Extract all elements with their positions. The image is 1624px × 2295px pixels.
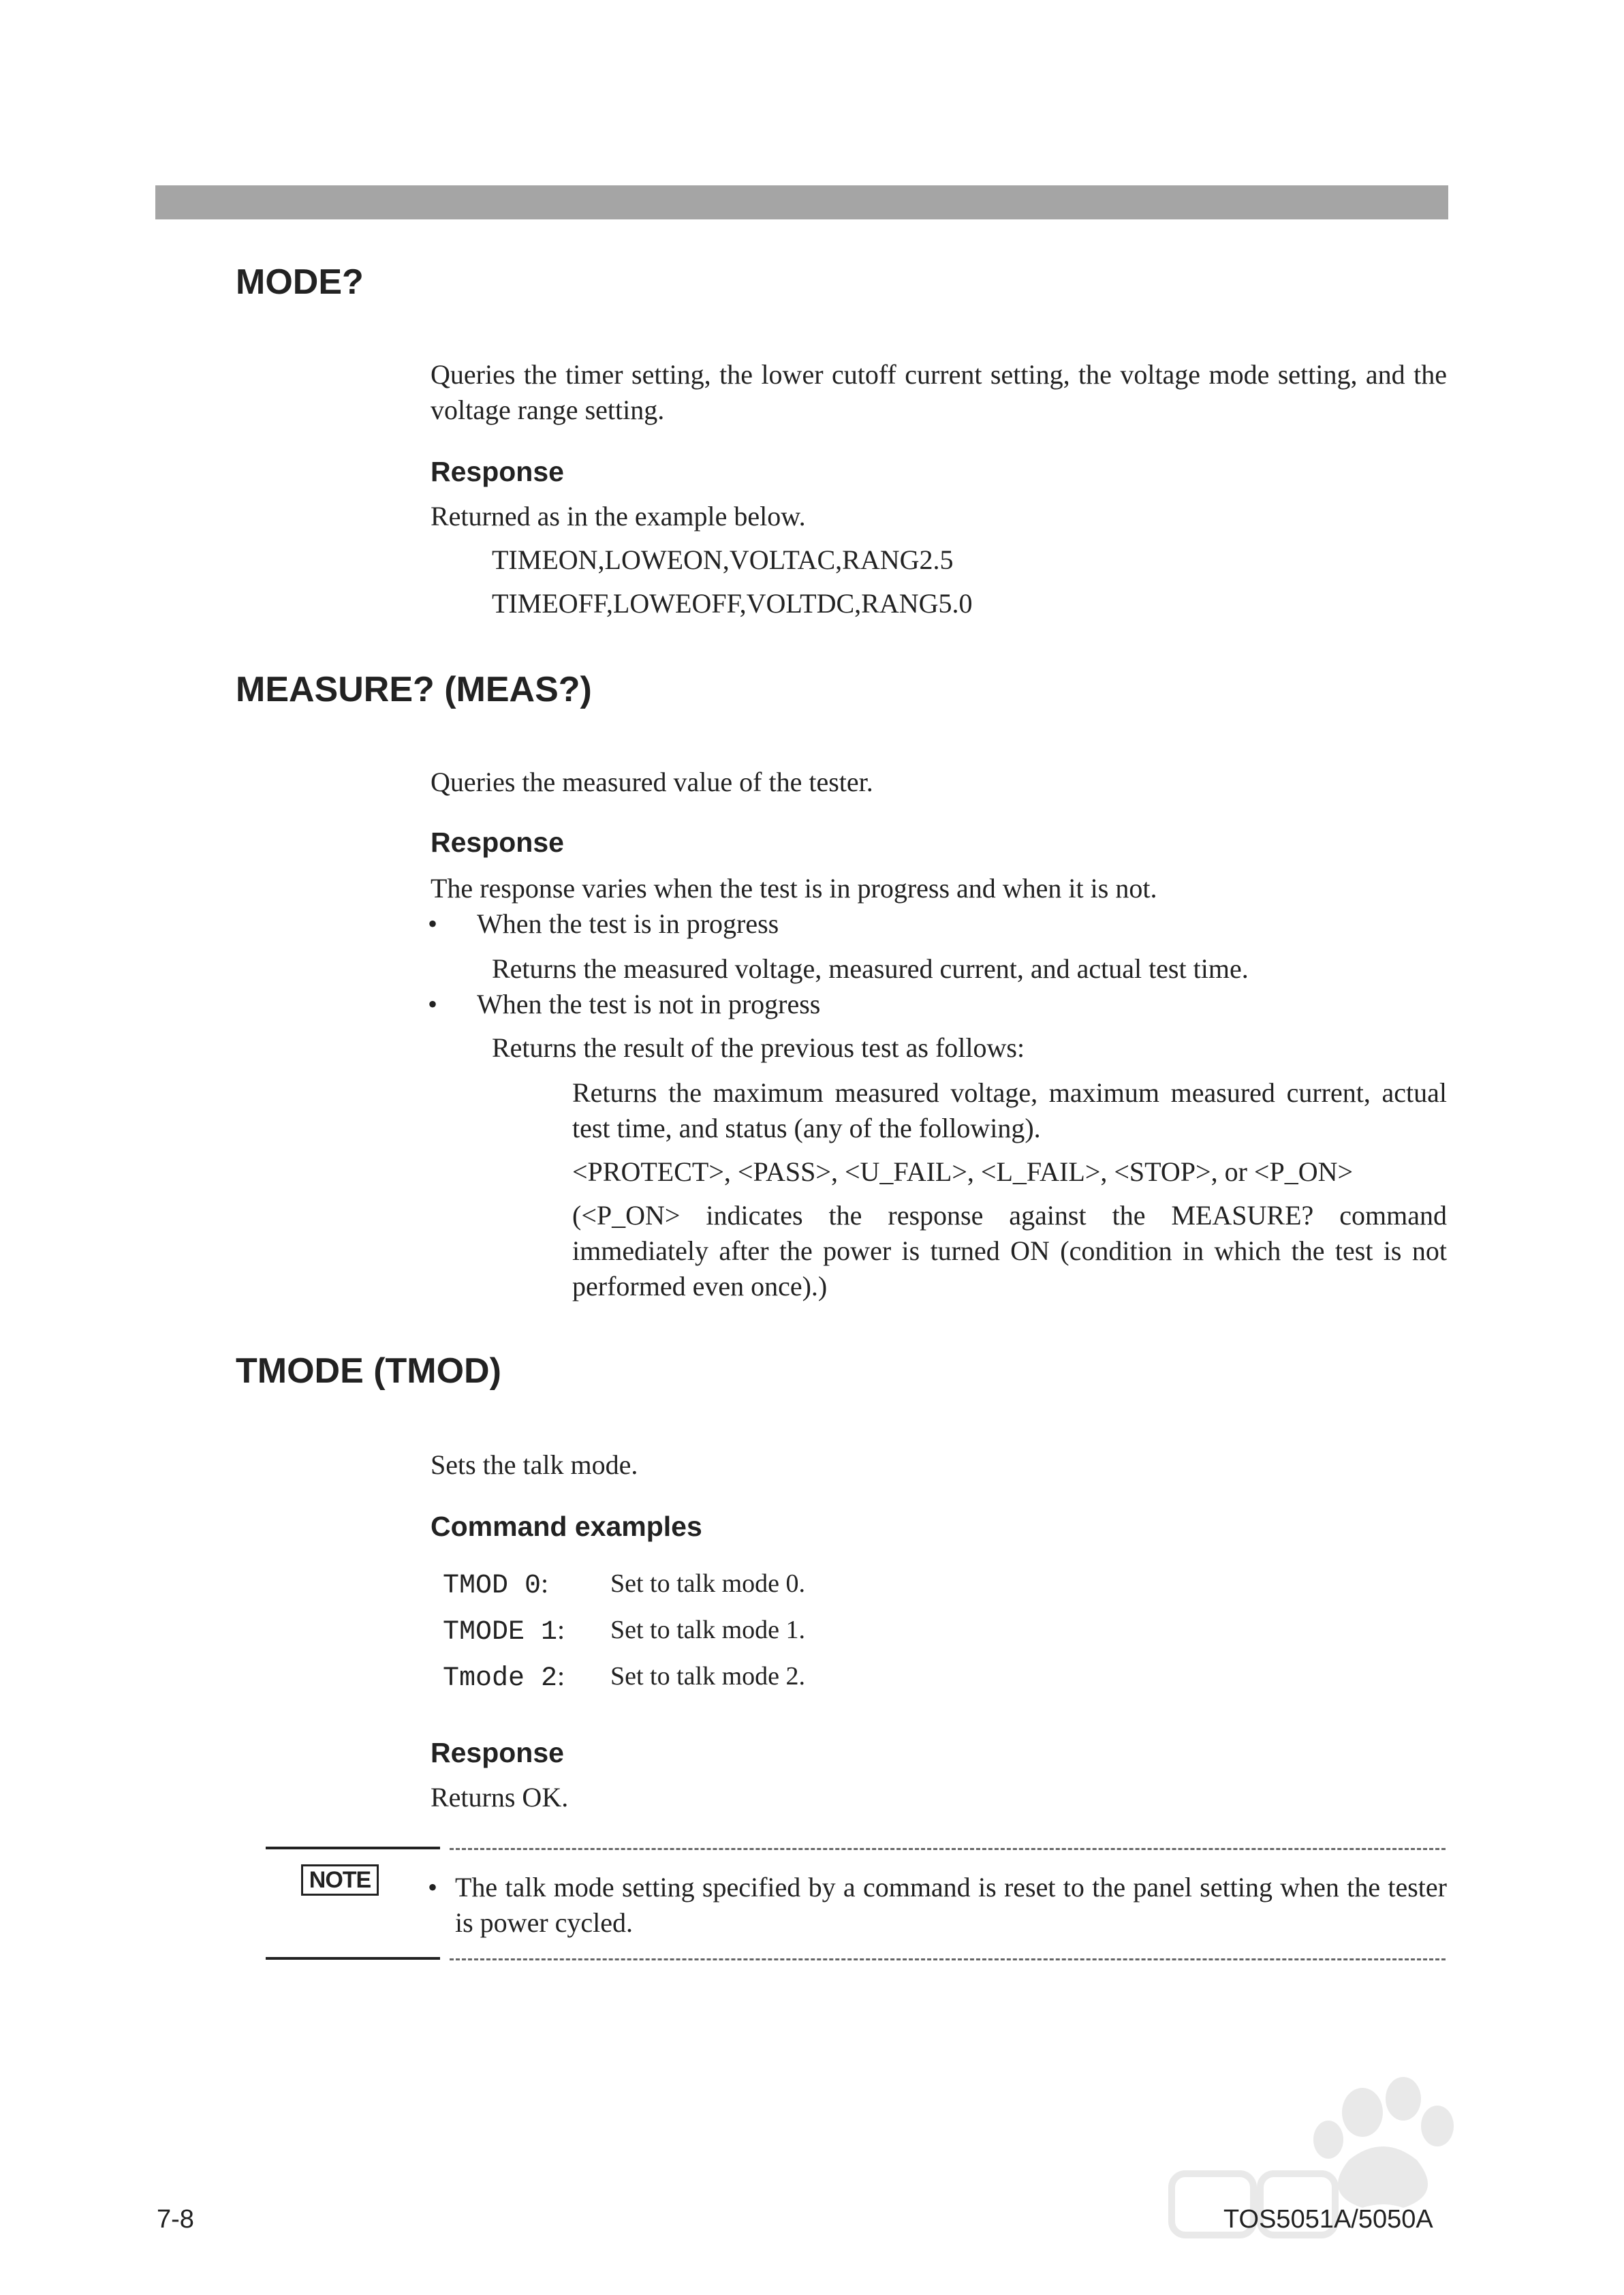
mode-example-1: TIMEON,LOWEON,VOLTAC,RANG2.5 <box>492 544 954 575</box>
command-example-row <box>443 1612 1056 1648</box>
measure-bullet-1-text: Returns the measured voltage, measured current, and actual test time. <box>492 953 1249 984</box>
note-bottom-dashed-rule <box>450 1958 1446 1960</box>
measure-heading: MEASURE? (MEAS?) <box>236 670 592 709</box>
note-bottom-rule <box>266 1957 440 1960</box>
page-number: 7-8 <box>157 2205 194 2234</box>
command-code: Tmode 2: <box>443 1661 565 1694</box>
command-example-row <box>443 1659 1056 1694</box>
measure-status-list: <PROTECT>, <PASS>, <U_FAIL>, <L_FAIL>, <STOP>, or <P_ON> <box>572 1156 1354 1187</box>
measure-detail-1: Returns the maximum measured voltage, maximum measured current, actual test time, and status (any of the following). <box>572 1077 1447 1143</box>
measure-bullet-2-text: Returns the result of the previous test as follows: <box>492 1032 1025 1063</box>
note-badge: NOTE <box>301 1864 379 1896</box>
bullet-dot: • <box>428 989 438 1019</box>
tmode-response-heading: Response <box>431 1737 564 1768</box>
model-name: TOS5051A/5050A <box>1223 2205 1433 2234</box>
measure-bullet-2-label: When the test is not in progress <box>477 989 821 1019</box>
mode-heading: MODE? <box>236 262 364 302</box>
command-code: TMOD 0: <box>443 1568 549 1601</box>
note-text: The talk mode setting specified by a command is reset to the panel setting when the tester is power cycled. <box>455 1872 1447 1938</box>
measure-bullet-1-label: When the test is in progress <box>477 908 779 939</box>
note-top-rule <box>266 1847 440 1849</box>
section-header-bar <box>155 185 1448 219</box>
tmode-response-text: Returns OK. <box>431 1782 569 1813</box>
measure-detail-2: (<P_ON> indicates the response against the MEASURE? command immediately after the power is turned ON (condition in which the test is not performed even once).) <box>572 1200 1447 1301</box>
command-description: Set to talk mode 0. <box>610 1569 806 1598</box>
bullet-dot: • <box>428 1872 438 1903</box>
command-code: TMODE 1: <box>443 1614 565 1648</box>
note-top-dashed-rule <box>450 1848 1446 1850</box>
command-example-row <box>443 1566 1056 1601</box>
command-description: Set to talk mode 2. <box>610 1662 806 1691</box>
mode-response-heading: Response <box>431 456 564 487</box>
bullet-dot: • <box>428 908 438 939</box>
tmode-description: Sets the talk mode. <box>431 1449 638 1480</box>
tmode-command-heading: Command examples <box>431 1511 702 1542</box>
measure-description: Queries the measured value of the tester. <box>431 767 873 797</box>
mode-description: Queries the timer setting, the lower cutoff current setting, the voltage mode setting, and the voltage range setting. <box>431 359 1447 425</box>
measure-response-heading: Response <box>431 827 564 858</box>
command-description: Set to talk mode 1. <box>610 1616 806 1644</box>
mode-example-2: TIMEOFF,LOWEOFF,VOLTDC,RANG5.0 <box>492 588 973 619</box>
mode-response-intro: Returned as in the example below. <box>431 501 806 532</box>
tmode-heading: TMODE (TMOD) <box>236 1351 501 1391</box>
measure-response-intro: The response varies when the test is in progress and when it is not. <box>431 873 1157 904</box>
